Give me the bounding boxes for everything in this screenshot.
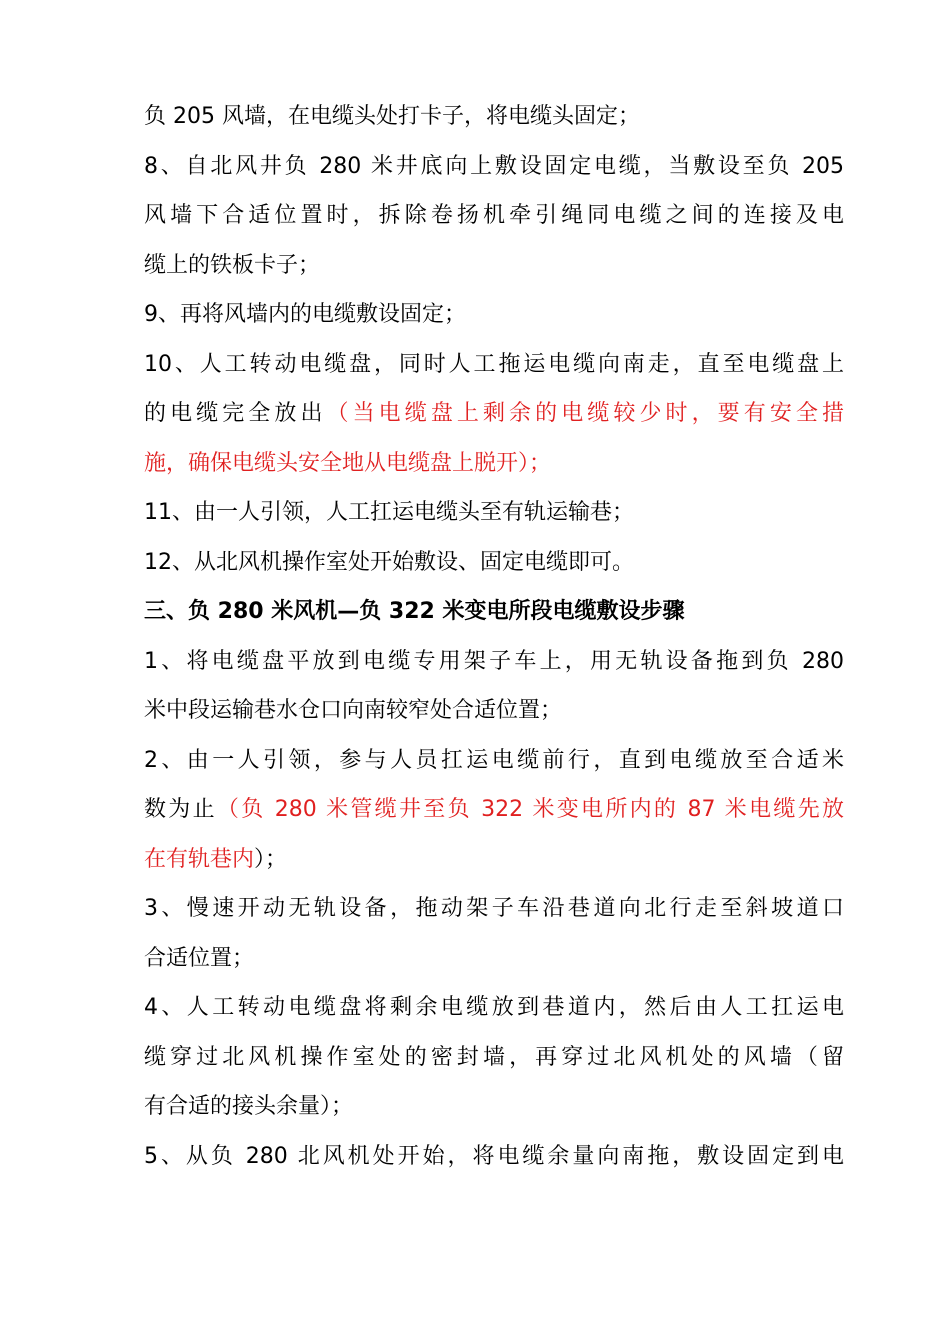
line-text: 12、从北风机操作室处开始敷设、固定电缆即可。: [144, 549, 634, 575]
line-text: 负 205 风墙，在电缆头处打卡子，将电缆头固定；: [144, 104, 640, 129]
sec3-step-1-line-1: [144, 637, 844, 687]
sec3-step-5-line-1: [144, 1132, 844, 1182]
heading-text: 三、负 280 米风机—负 322 米变电所段电缆敷设步骤: [144, 599, 685, 624]
step-11: [144, 488, 844, 538]
line-text: 1、将电缆盘平放到电缆专用架子车上，用无轨设备拖到负 280: [144, 648, 844, 674]
sec3-step-2-line-3: [144, 835, 844, 885]
line-text: 2、由一人引领，参与人员扛运电缆前行，直到电缆放至合适米: [144, 747, 844, 773]
line-text: 9、再将风墙内的电缆敷设固定；: [144, 302, 466, 327]
step-12: [144, 538, 844, 588]
line-text: 缆穿过北风机操作室处的密封墙，再穿过北风机处的风墙（留: [144, 1044, 844, 1070]
step-10-line-3: [144, 439, 844, 489]
line-text: 数为止: [144, 797, 217, 822]
line-text: 11、由一人引领，人工扛运电缆头至有轨运输巷；: [144, 500, 634, 525]
sec3-step-4-line-3: [144, 1082, 844, 1132]
line-text: 8、自北风井负 280 米井底向上敷设固定电缆，当敷设至负 205: [144, 153, 844, 179]
step-8-line-1: [144, 142, 844, 192]
line-text: 5、从负 280 北风机处开始，将电缆余量向南拖，敷设固定到电: [144, 1143, 844, 1169]
step-8-line-2: [144, 191, 844, 241]
section-heading: [144, 587, 844, 637]
line-text: 4、人工转动电缆盘将剩余电缆放到巷道内，然后由人工扛运电: [144, 995, 844, 1020]
sec3-step-3-line-2: [144, 934, 844, 984]
step-10-line-1: [144, 340, 844, 390]
line-text: 3、慢速开动无轨设备，拖动架子车沿巷道向北行走至斜坡道口: [144, 896, 844, 921]
cable-note-red: 在有轨巷内: [144, 846, 255, 872]
safety-note-red: 施，确保电缆头安全地从电缆盘上脱开）；: [144, 450, 552, 476]
line-text: 米中段运输巷水仓口向南较窄处合适位置；: [144, 698, 563, 723]
sec3-step-1-line-2: [144, 686, 844, 736]
cable-note-red: （负 280 米管缆井至负 322 米变电所内的 87 米电缆先放: [216, 797, 844, 822]
paragraph-line-1: [144, 92, 844, 142]
line-text: 合适位置；: [144, 945, 255, 971]
line-text: 10、人工转动电缆盘，同时人工拖运电缆向南走，直至电缆盘上: [144, 351, 844, 377]
line-text: 风墙下合适位置时，拆除卷扬机牵引绳同电缆之间的连接及电: [144, 203, 844, 228]
sec3-step-3-line-1: [144, 884, 844, 934]
line-text: 缆上的铁板卡子；: [144, 252, 321, 278]
sec3-step-4-line-1: [144, 983, 844, 1033]
line-text: ）；: [254, 846, 288, 872]
document-body: [144, 92, 844, 1181]
line-text: 的电缆完全放出: [144, 401, 327, 426]
step-8-line-3: [144, 241, 844, 291]
sec3-step-2-line-2: [144, 785, 844, 835]
line-text: 有合适的接头余量）；: [144, 1094, 354, 1119]
safety-note-red: （当电缆盘上剩余的电缆较少时，要有安全措: [326, 401, 844, 426]
step-9: [144, 290, 844, 340]
sec3-step-2-line-1: [144, 736, 844, 786]
sec3-step-4-line-2: [144, 1033, 844, 1083]
step-10-line-2: [144, 389, 844, 439]
